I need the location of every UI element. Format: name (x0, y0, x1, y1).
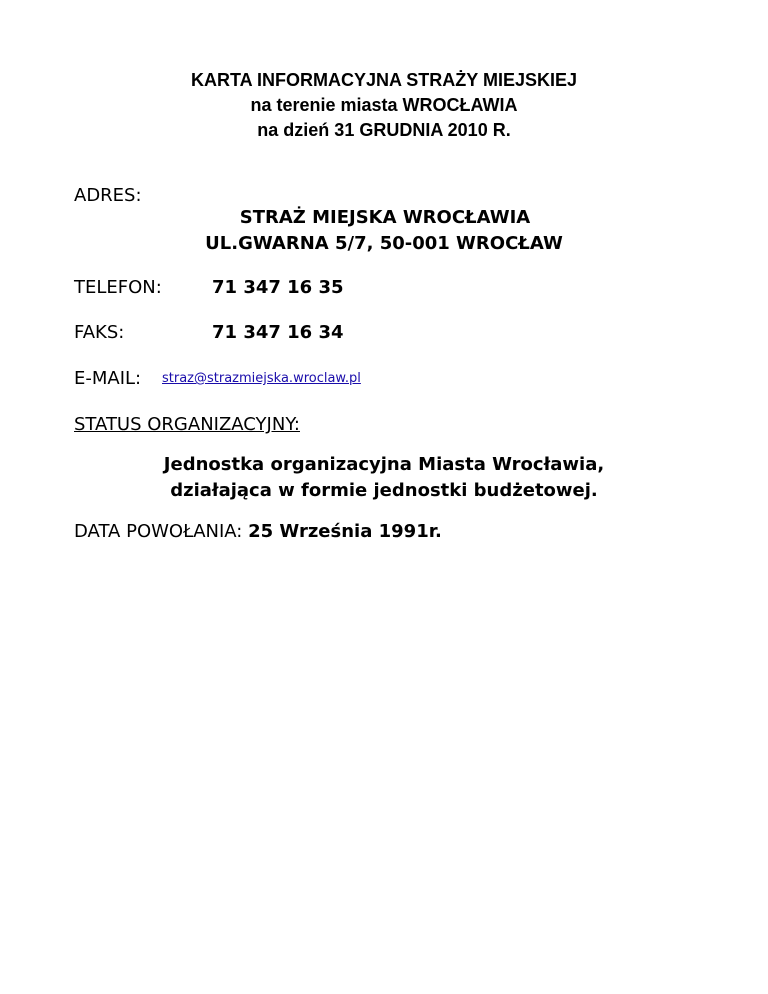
fax-value: 71 347 16 34 (212, 322, 344, 343)
fax-label: FAKS: (74, 322, 125, 343)
status-line-1: Jednostka organizacyjna Miasta Wrocławia, (163, 454, 605, 475)
status-description (0, 452, 768, 504)
founding-date-value: 25 Września 1991r. (248, 521, 442, 542)
document-title (0, 68, 768, 143)
address-line-1: STRAŻ MIEJSKA WROCŁAWIA (239, 207, 531, 228)
phone-value: 71 347 16 35 (212, 277, 344, 298)
phone-label: TELEFON: (74, 277, 162, 298)
email-link[interactable]: straz@strazmiejska.wroclaw.pl (162, 371, 361, 386)
email-label: E-MAIL: (74, 368, 142, 389)
address-block (0, 205, 768, 257)
founding-date-label: DATA POWOŁANIA: (74, 521, 243, 542)
address-line-2: UL.GWARNA 5/7, 50-001 WROCŁAW (205, 233, 563, 254)
title-line-1: KARTA INFORMACYJNA STRAŻY MIEJSKIEJ (190, 70, 578, 90)
title-line-3: na dzień 31 GRUDNIA 2010 R. (257, 120, 511, 140)
title-line-2: na terenie miasta WROCŁAWIA (250, 95, 518, 115)
founding-date-row (74, 520, 442, 544)
address-label: ADRES: (74, 185, 142, 206)
status-heading: STATUS ORGANIZACYJNY: (74, 414, 300, 435)
status-line-2: działająca w formie jednostki budżetowej. (170, 480, 598, 501)
